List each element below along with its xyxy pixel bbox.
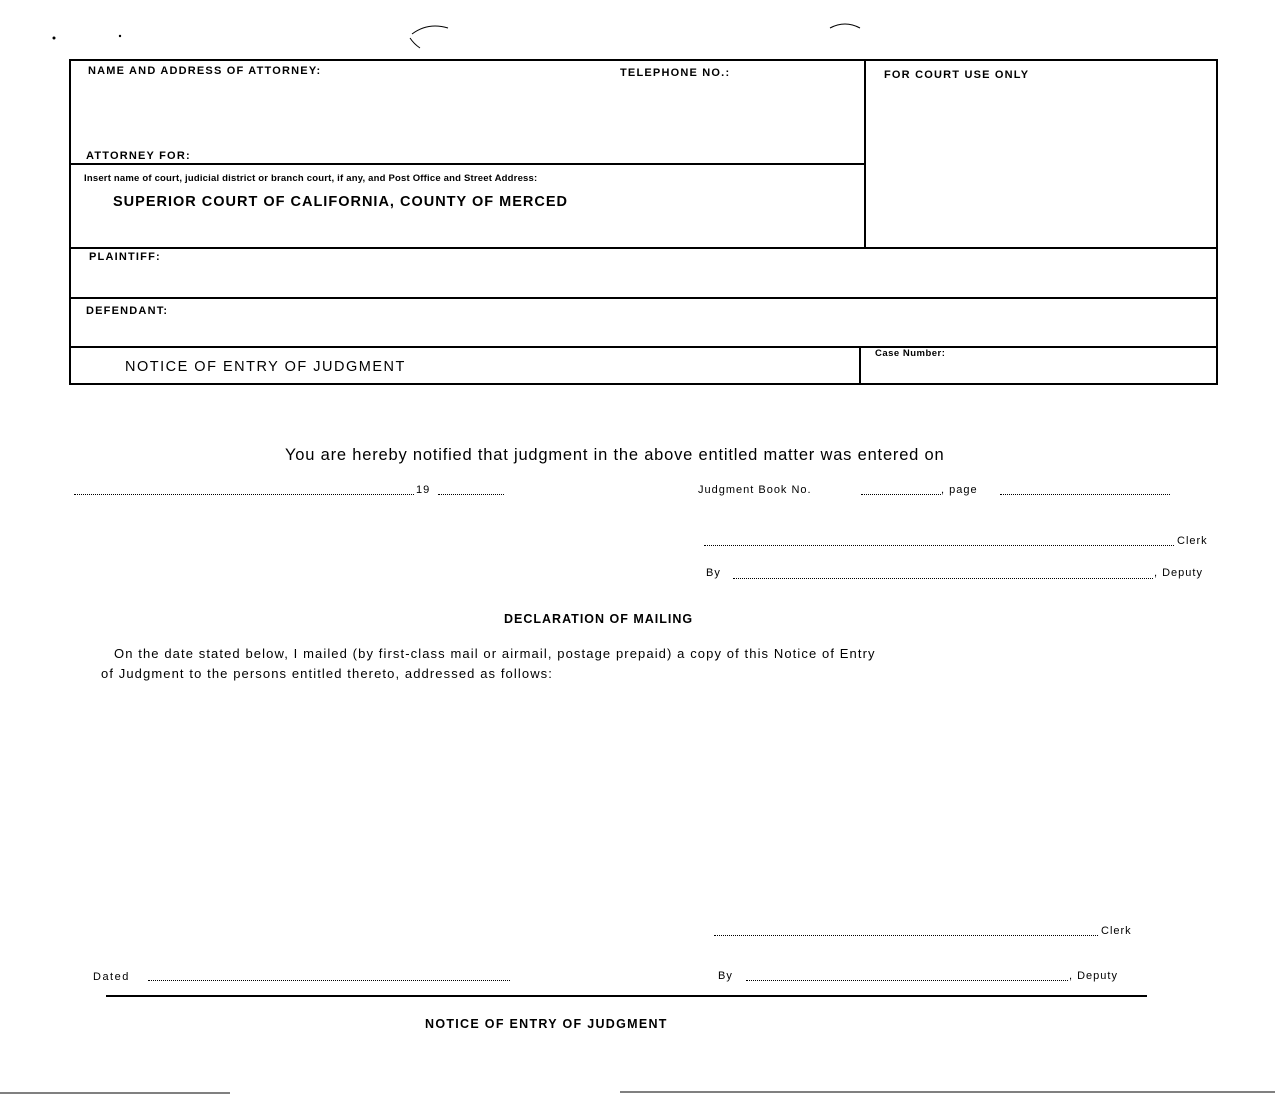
mailing-deputy-label: , Deputy <box>1069 970 1118 982</box>
declaration-line-1: On the date stated below, I mailed (by first-class mail or airmail, postage prepaid) a copy of this Notice of Entry <box>114 646 876 661</box>
plaintiff-label: PLAINTIFF: <box>89 251 161 263</box>
declaration-line-2: of Judgment to the persons entitled thereto, addressed as follows: <box>101 666 553 681</box>
footer-title: NOTICE OF ENTRY OF JUDGMENT <box>425 1017 668 1031</box>
attorney-label: NAME AND ADDRESS OF ATTORNEY: <box>88 65 322 77</box>
dated-label: Dated <box>93 971 130 983</box>
attorney-for-label: ATTORNEY FOR: <box>86 150 191 162</box>
document-title: NOTICE OF ENTRY OF JUDGMENT <box>125 359 406 375</box>
defendant-label: DEFENDANT: <box>86 305 169 317</box>
notice-statement: You are hereby notified that judgment in the above entitled matter was entered on <box>285 446 945 464</box>
clerk-label: Clerk <box>1177 535 1208 547</box>
declaration-heading: DECLARATION OF MAILING <box>504 612 694 626</box>
by-label: By <box>706 567 721 579</box>
court-instruction: Insert name of court, judicial district or branch court, if any, and Post Office and Street Address: <box>84 173 538 184</box>
page-label: , page <box>941 484 978 496</box>
telephone-label: TELEPHONE NO.: <box>620 67 731 79</box>
mailing-clerk-label: Clerk <box>1101 925 1132 937</box>
court-use-label: FOR COURT USE ONLY <box>884 69 1030 81</box>
year-prefix: 19 <box>416 484 431 496</box>
court-name: SUPERIOR COURT OF CALIFORNIA, COUNTY OF MERCED <box>113 194 568 210</box>
judgment-book-label: Judgment Book No. <box>698 484 812 496</box>
case-number-label: Case Number: <box>875 348 946 359</box>
mailing-by-label: By <box>718 970 733 982</box>
deputy-label: , Deputy <box>1154 567 1203 579</box>
